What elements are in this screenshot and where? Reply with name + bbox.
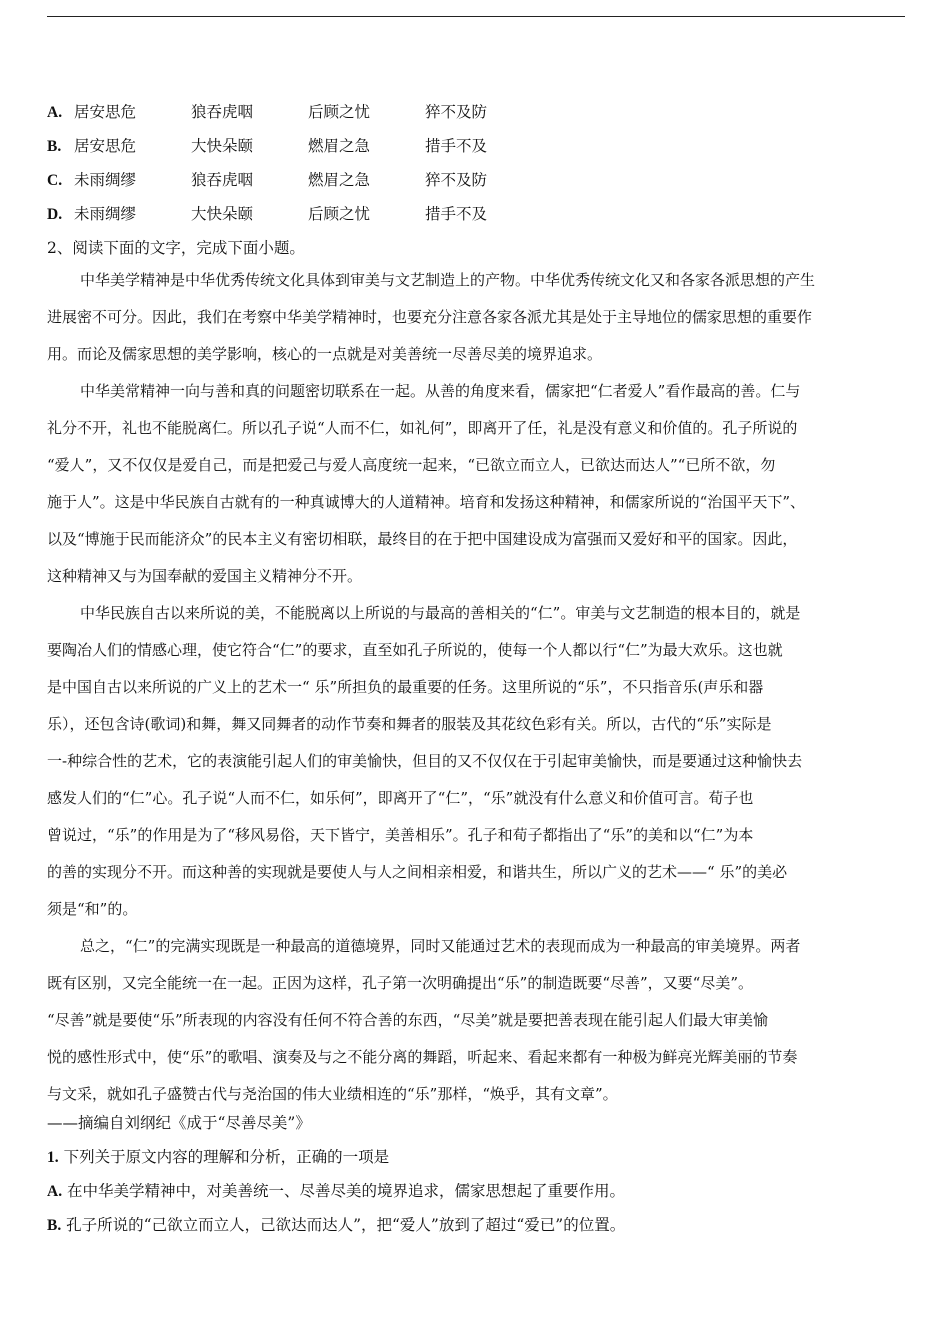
passage-line: 须是“和”的。 <box>47 900 138 918</box>
passage-line: 中华美学精神是中华优秀传统文化具体到审美与文艺制造上的产物。中华优秀传统文化又和各家各派思想的产生 <box>80 271 816 289</box>
option-item: 狼吞虎咽 <box>191 103 254 121</box>
passage-line: “爱人”，又不仅仅是爱自己，而是把爱己与爱人高度统一起来，“已欲立而立人，已欲达而达人”“已所不欲，勿 <box>47 456 776 474</box>
option-letter: A. <box>47 104 63 121</box>
option-row-a <box>47 98 542 132</box>
section-heading: 2、阅读下面的文字，完成下面小题。 <box>47 239 305 257</box>
option-item: 未雨绸缪 <box>74 205 137 223</box>
answer-letter: A. <box>47 1183 63 1200</box>
option-item: 措手不及 <box>425 137 488 155</box>
option-list <box>47 98 542 234</box>
option-item: 居安思危 <box>74 103 137 121</box>
passage-line: 用。而论及儒家思想的美学影响，核心的一点就是对美善统一尽善尽美的境界追求。 <box>47 345 603 363</box>
passage-line: “尽善”就是要使“乐”所表现的内容没有任何不符合善的东西，“尽美”就是要把善表现在能引起人们最大审美愉 <box>47 1011 769 1029</box>
passage-line: 的善的实现分不开。而这种善的实现就是要使人与人之间相亲相爱，和谐共生，所以广义的艺术——“ 乐”的美必 <box>47 863 788 881</box>
passage-line: 曾说过，“乐”的作用是为了“移风易俗，天下皆宁，美善相乐”。孔子和荀子都指出了“乐”的美和以“仁”为本 <box>47 826 754 844</box>
passage-line: 感发人们的“仁”心。孔子说“人而不仁，如乐何”，即离开了“仁”，“乐”就没有什么意义和价值可言。荀子也 <box>47 789 754 807</box>
passage-line: 与文采，就如孔子盛赞古代与尧治国的伟大业绩相连的“乐”那样，“焕乎，其有文章”。 <box>47 1085 618 1103</box>
passage-line: 既有区别，又完全能统一在一起。正因为这样，孔子第一次明确提出“乐”的制造既要“尽善”，又要“尽美”。 <box>47 974 754 992</box>
passage-line: 中华民族自古以来所说的美，不能脱离以上所说的与最高的善相关的“仁”。审美与文艺制造的根本目的，就是 <box>80 604 801 622</box>
option-letter: D. <box>47 206 63 223</box>
passage-line: 进展密不可分。因此，我们在考察中华美学精神时，也要充分注意各家各派尤其是处于主导地位的儒家思想的重要作 <box>47 308 813 326</box>
passage-line: 悦的感性形式中，使“乐”的歌唱、演奏及与之不能分离的舞蹈，听起来、看起来都有一种极为鲜亮光辉美丽的节奏 <box>47 1048 798 1066</box>
passage-line: 这种精神又与为国奉献的爱国主义精神分不开。 <box>47 567 363 585</box>
option-item: 后顾之忧 <box>308 103 371 121</box>
option-row-d <box>47 200 542 234</box>
question-number: 1. <box>47 1149 59 1166</box>
passage-line: 施于人”。这是中华民族自古就有的一种真诚博大的人道精神。培育和发扬这种精神，和儒家所说的“治国平天下”、 <box>47 493 806 511</box>
passage-line: 总之，“仁”的完满实现既是一种最高的道德境界，同时又能通过艺术的表现而成为一种最高的审美境界。两者 <box>80 937 801 955</box>
passage-line: 中华美常精神一向与善和真的问题密切联系在一起。从善的角度来看，儒家把“仁者爱人”看作最高的善。仁与 <box>80 382 801 400</box>
passage-source: ——摘编自刘纲纪《成于“尽善尽美”》 <box>47 1114 311 1132</box>
answer-option-b <box>47 1214 625 1237</box>
option-item: 猝不及防 <box>425 103 488 121</box>
option-item: 居安思危 <box>74 137 137 155</box>
option-letter: B. <box>47 138 62 155</box>
answer-text: 在中华美学精神中，对美善统一、尽善尽美的境界追求，儒家思想起了重要作用。 <box>67 1182 626 1200</box>
header-rule <box>47 16 905 17</box>
question-text: 下列关于原文内容的理解和分析，正确的一项是 <box>63 1148 390 1166</box>
option-item: 后顾之忧 <box>308 205 371 223</box>
answer-letter: B. <box>47 1217 62 1234</box>
passage-line: 礼分不开，礼也不能脱离仁。所以孔子说“人而不仁，如礼何”，即离开了任，礼是没有意义和价值的。孔子所说的 <box>47 419 798 437</box>
option-item: 大快朵颐 <box>191 205 254 223</box>
passage-line: 要陶冶人们的情感心理，使它符合“仁”的要求，直至如孔子所说的，使每一个人都以行“仁”为最大欢乐。这也就 <box>47 641 783 659</box>
passage-line: 一-种综合性的艺术，它的表演能引起人们的审美愉快，但目的又不仅仅在于引起审美愉快，而是要通过这种愉快去 <box>47 752 803 770</box>
option-item: 燃眉之急 <box>308 171 371 189</box>
option-item: 狼吞虎咽 <box>191 171 254 189</box>
option-item: 未雨绸缪 <box>74 171 137 189</box>
option-letter: C. <box>47 172 63 189</box>
option-row-b <box>47 132 542 166</box>
passage-line: 乐），还包含诗(歌词)和舞，舞又同舞者的动作节奏和舞者的服装及其花纹色彩有关。所以，古代的“乐”实际是 <box>47 715 772 733</box>
question-stem <box>47 1146 389 1169</box>
option-row-c <box>47 166 542 200</box>
reading-passage <box>47 266 905 1117</box>
option-item: 大快朵颐 <box>191 137 254 155</box>
option-item: 猝不及防 <box>425 171 488 189</box>
answer-option-a <box>47 1180 625 1203</box>
option-item: 燃眉之急 <box>308 137 371 155</box>
option-item: 措手不及 <box>425 205 488 223</box>
answer-text: 孔子所说的“己欲立而立人，己欲达而达人”，把“爱人”放到了超过“爱已”的位置。 <box>66 1216 626 1234</box>
passage-line: 是中国自古以来所说的广义上的艺术一“ 乐”所担负的最重要的任务。这里所说的“乐”，不只指音乐(声乐和器 <box>47 678 764 696</box>
passage-line: 以及“博施于民而能济众”的民本主义有密切相联，最终目的在于把中国建设成为富强而又爱好和平的国家。因此， <box>47 530 798 548</box>
